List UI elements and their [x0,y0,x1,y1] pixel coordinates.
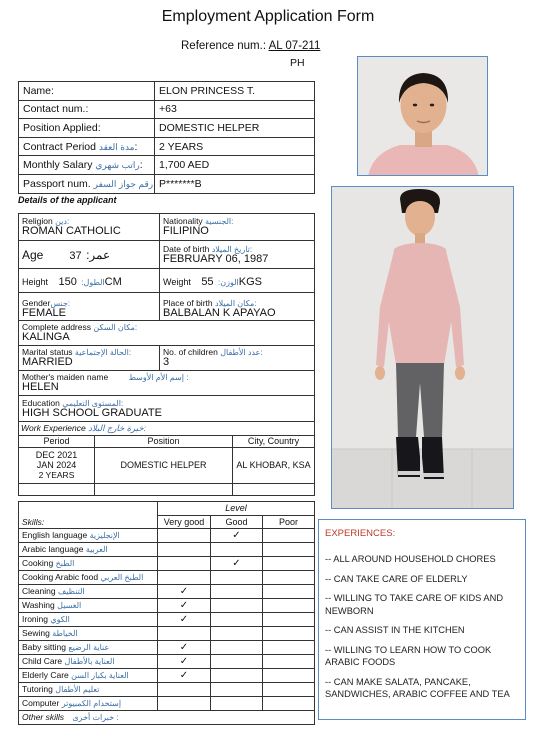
details-heading: Details of the applicant [18,195,117,205]
skill-name-cell [19,613,158,627]
work-title-row [19,422,315,436]
nationality-cell: Nationality الجنسية: FILIPINO [160,214,315,241]
skill-very-good-mark [158,627,211,641]
work-header-period: Period [19,436,95,448]
skill-name-cell [19,599,158,613]
skill-very-good-mark: ✓ [158,655,211,669]
details-row [19,396,315,422]
skill-row [19,655,315,669]
mother-cell: Mother's maiden name إسم الأم الأوسط : HELEN [19,371,315,396]
details-row [19,293,315,321]
skill-name: Child Care [22,656,63,666]
skills-label-cell: Skills: [19,502,158,529]
experiences-title: EXPERIENCES: [325,528,396,539]
skill-good-mark [211,655,263,669]
skill-name: Ironing [22,614,48,624]
basic-value: 1,700 AED [155,156,315,175]
gender-value: FEMALE [22,306,67,319]
marital-value: MARRIED [22,356,73,369]
skill-name-cell [19,655,158,669]
experience-item: -- CAN ASSIST IN THE KITCHEN [325,625,465,635]
skill-name-ar: العناية بالأطفال [64,657,115,666]
skill-name: Computer [22,698,60,708]
reference-line [181,40,320,52]
full-body-illustration [332,187,514,509]
basic-label: Name: [19,82,155,101]
work-row-empty [19,484,315,496]
work-duration: 2 YEARS [38,469,75,480]
skill-name: Cooking [22,558,54,568]
skill-name: Tutoring [22,684,53,694]
details-table [18,213,315,422]
children-cell: No. of children عدد الأطفال: 3 [160,346,315,371]
skill-very-good-mark: ✓ [158,585,211,599]
skill-name-cell [19,585,158,599]
other-skills-row [19,711,315,725]
skill-name-cell [19,697,158,711]
skill-row [19,599,315,613]
skill-name-ar: الطبخ [55,559,75,568]
skill-name: Baby sitting [22,642,66,652]
experience-item: -- WILLING TO TAKE CARE OF KIDS AND NEWBORN [325,593,504,616]
skill-name-ar: الإنجليزية [89,531,120,540]
work-period-cell [19,448,95,484]
skill-row [19,697,315,711]
skill-very-good-mark [158,571,211,585]
details-row [19,371,315,396]
skill-poor-mark [263,557,315,571]
details-row [19,321,315,346]
skill-name-cell [19,669,158,683]
work-row [19,448,315,484]
skill-good-mark [211,571,263,585]
skill-name-cell [19,557,158,571]
education-value: HIGH SCHOOL GRADUATE [22,406,162,419]
skill-very-good-mark: ✓ [158,599,211,613]
skill-good-mark [211,599,263,613]
work-header-row [19,436,315,448]
skill-very-good-mark [158,683,211,697]
work-title-cell: Work Experience خبرة خارج البلاد: [19,422,315,436]
basic-row-contact [19,100,315,119]
basic-value: 2 YEARS [155,137,315,156]
skill-row [19,585,315,599]
skill-poor-mark [263,683,315,697]
religion-value: ROMAN CATHOLIC [22,225,121,238]
skill-name-ar: العناية بكبار السن [71,671,129,680]
reference-label: Reference num.: [181,40,267,52]
address-value: KALINGA [22,331,70,344]
basic-label: Position Applied: [19,119,155,138]
birthplace-cell: Place of birth مكان الميلاد: BALBALAN K APAYAO [160,293,315,321]
religion-cell: Religion دين: ROMAN CATHOLIC [19,214,160,241]
skill-name: Arabic language [22,544,84,554]
level-good: Good [211,515,263,529]
skill-poor-mark [263,697,315,711]
skill-row [19,571,315,585]
basic-value: +63 [155,100,315,119]
skill-good-mark [211,641,263,655]
age-value: 37 [69,249,82,262]
skill-row [19,683,315,697]
height-value: 150CM [58,275,122,288]
reference-country: PH [290,57,305,69]
basic-row-passport [19,174,315,193]
portrait-illustration [358,57,488,176]
level-header: Level [158,502,315,516]
skill-row [19,641,315,655]
education-cell: Education المستوى التعليمي: HIGH SCHOOL GRADUATE [19,396,315,422]
work-position: DOMESTIC HELPER [95,448,233,484]
skill-row [19,669,315,683]
skill-good-mark [211,543,263,557]
skill-good-mark [211,697,263,711]
skill-very-good-mark: ✓ [158,669,211,683]
work-period-start: DEC 2021 [35,449,78,460]
dob-cell: Date of birth تاريخ الميلاد: FEBRUARY 06, 1987 [160,241,315,269]
skill-name-cell [19,683,158,697]
skill-row [19,613,315,627]
skill-name-cell [19,529,158,543]
skill-name-ar: الكوي [50,615,70,624]
basic-row-position [19,119,315,138]
basic-row-name [19,82,315,101]
skill-name: Cleaning [22,586,56,596]
skill-row [19,557,315,571]
work-location: AL KHOBAR, KSA [233,448,315,484]
skill-name: English language [22,530,88,540]
work-experience-table [18,421,315,496]
skills-body [19,529,315,711]
basic-value: P*******B [155,174,315,193]
skill-good-mark [211,613,263,627]
skill-poor-mark [263,543,315,557]
work-period-end: JAN 2024 [36,459,77,470]
basic-label: Monthly Salary راتب شهري: [19,156,155,175]
skill-name: Cooking Arabic food [22,572,99,582]
skill-poor-mark [263,627,315,641]
skill-name-ar: إستخدام الكمبيوتر [61,699,122,708]
level-poor: Poor [263,515,315,529]
skill-poor-mark [263,571,315,585]
skill-good-mark: ✓ [211,529,263,543]
basic-row-salary [19,156,315,175]
skill-good-mark [211,683,263,697]
skill-name-ar: عناية الرضيع [68,643,110,652]
experience-item: -- WILLING TO LEARN HOW TO COOK ARABIC FOODS [325,644,492,667]
skill-name-ar: التنظيف [57,587,85,596]
skill-poor-mark [263,599,315,613]
skills-table [18,501,315,725]
skill-name: Washing [22,600,55,610]
experiences-list [325,553,519,701]
skill-name: Sewing [22,628,50,638]
weight-cell: Weight الوزن: 55KGS [160,269,315,293]
reference-value: AL 07-211 [268,40,321,52]
skill-poor-mark [263,613,315,627]
children-value: 3 [163,356,170,369]
details-row [19,241,315,269]
skill-name-ar: تعليم الأطفال [55,685,100,694]
basic-info-table [18,81,315,194]
skill-name-ar: الخياطة [52,629,78,638]
work-header-location: City, Country [233,436,315,448]
skill-name-ar: الطبخ العربي [100,573,144,582]
skill-poor-mark [263,669,315,683]
skill-name-cell [19,627,158,641]
address-cell: Complete address مكان السكن: KALINGA [19,321,315,346]
skill-poor-mark [263,585,315,599]
skill-name-ar: الغسيل [57,601,82,610]
details-row [19,214,315,241]
skill-good-mark [211,627,263,641]
skill-good-mark [211,585,263,599]
skill-good-mark: ✓ [211,557,263,571]
skill-name-cell [19,571,158,585]
dob-value: FEBRUARY 06, 1987 [163,252,269,265]
experiences-box [318,519,526,720]
other-skills-cell: Other skills خبرات أخرى : [19,711,315,725]
skill-name-cell [19,641,158,655]
details-row [19,346,315,371]
weight-value: 55KGS [201,275,263,288]
experience-item: -- CAN TAKE CARE OF ELDERLY [325,573,468,584]
age-cell: Age عمر: 37 [19,241,160,269]
skills-level-row [19,502,315,516]
skill-name-ar: العربية [85,545,108,554]
skill-very-good-mark [158,529,211,543]
skill-poor-mark [263,655,315,669]
gender-cell: Genderجنس: FEMALE [19,293,160,321]
experience-item: -- CAN MAKE SALATA, PANCAKE, SANDWICHES, ARABIC COFFEE AND TEA [325,676,510,699]
skill-very-good-mark [158,697,211,711]
basic-label: Contact num.: [19,100,155,119]
experience-item: -- ALL AROUND HOUSEHOLD CHORES [325,554,496,564]
skill-row [19,529,315,543]
nationality-value: FILIPINO [163,225,209,238]
skill-name-cell [19,543,158,557]
skill-good-mark [211,669,263,683]
skill-row [19,543,315,557]
height-cell: Height الطول: 150CM [19,269,160,293]
headshot-photo [357,56,488,176]
basic-value: DOMESTIC HELPER [155,119,315,138]
skill-poor-mark [263,529,315,543]
skill-row [19,627,315,641]
form-title: Employment Application Form [161,8,375,25]
basic-value: ELON PRINCESS T. [155,82,315,101]
birthplace-value: BALBALAN K APAYAO [163,306,276,319]
basic-label: Contract Period مدة العقد: [19,137,155,156]
details-row [19,269,315,293]
basic-row-contract [19,137,315,156]
work-header-position: Position [95,436,233,448]
marital-cell: Marital status الحالة الإجتماعية: MARRIED [19,346,160,371]
skill-very-good-mark: ✓ [158,641,211,655]
skill-very-good-mark [158,557,211,571]
level-very-good: Very good [158,515,211,529]
full-body-photo [331,186,514,509]
skill-very-good-mark [158,543,211,557]
basic-label: Passport num. رقم جواز السفر [19,174,155,193]
skill-very-good-mark: ✓ [158,613,211,627]
mother-value: HELEN [22,381,59,394]
skill-name: Elderly Care [22,670,69,680]
skill-poor-mark [263,641,315,655]
